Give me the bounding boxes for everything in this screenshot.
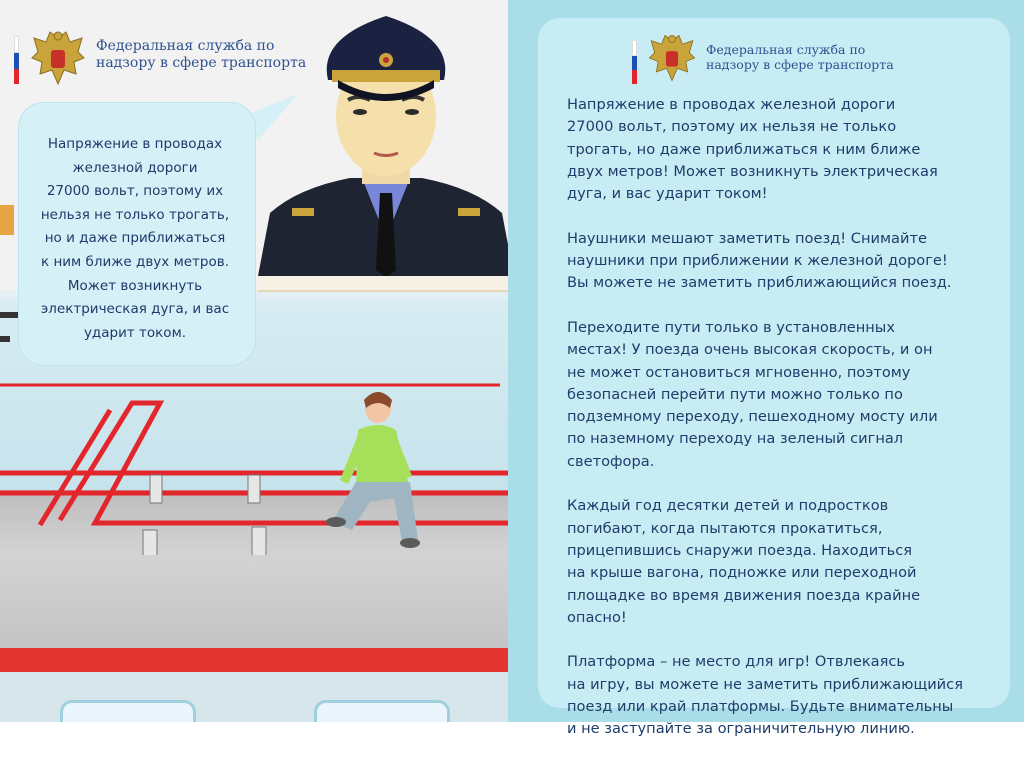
speech-line: но и даже приближаться bbox=[44, 230, 226, 247]
shoe bbox=[400, 538, 420, 548]
left-page bbox=[0, 0, 508, 722]
speech-line: нельзя не только трогать, bbox=[40, 206, 230, 223]
russian-flag-icon bbox=[632, 40, 637, 82]
pantograph-arm bbox=[60, 403, 508, 523]
safety-rules-text bbox=[567, 94, 997, 763]
speech-line: электрическая дуга, и вас bbox=[40, 301, 230, 318]
cap-band bbox=[332, 70, 440, 82]
speech-line: Может возникнуть bbox=[67, 277, 203, 294]
dark-wire bbox=[0, 312, 20, 318]
agency-name-line2: надзору в сфере транспорта bbox=[706, 57, 894, 72]
shoulder-insignia bbox=[292, 208, 314, 216]
rule-paragraph-platform: Платформа – не место для игр! Отвлекаясь на игру, вы можете не заметить приближающийся поезд или край платформы. Будьте внимательны и не заступайте за ограничительную линию. bbox=[567, 653, 963, 738]
rule-paragraph-headphones: Наушники мешают заметить поезд! Снимайте наушники при приближении к железной дороге! Вы можете не заметить приближающийся поезд. bbox=[567, 229, 952, 292]
train-window-right bbox=[314, 700, 450, 722]
insulator bbox=[150, 475, 162, 503]
red-stripe bbox=[0, 648, 508, 672]
teenager-figure bbox=[322, 390, 432, 550]
agency-name-line1: Федеральная служба по bbox=[96, 38, 275, 54]
rule-paragraph-crossing: Переходите пути только в установленных местах! У поезда очень высокая скорость, и он не может остановиться мгновенно, поэтому безопасней перейти пути можно только по подземному переходу, пешеходному мосту или по наземному переходу на зеленый сигнал светофора. bbox=[567, 318, 938, 470]
dark-wire bbox=[0, 336, 10, 342]
agency-name bbox=[96, 38, 336, 72]
eye bbox=[405, 109, 419, 115]
insulator bbox=[143, 530, 157, 555]
rule-paragraph-voltage: Напряжение в проводах железной дороги 27000 вольт, поэтому их нельзя не только трогать, но даже приближаться к ним ближе двух метров! Может возникнуть электрическая дуга, и вас ударит током! bbox=[567, 96, 938, 203]
insulator bbox=[252, 527, 266, 555]
agency-name bbox=[706, 42, 946, 72]
russian-flag-icon bbox=[14, 36, 19, 82]
speech-line: железной дороги bbox=[72, 159, 198, 176]
double-headed-eagle-emblem-icon bbox=[646, 32, 698, 84]
rule-paragraph-train-surfing: Каждый год десятки детей и подростков погибают, когда пытаются прокатиться, прицепившись снаружи поезда. Находиться на крыше вагона, подножке или переходной площадке во время движения поезда крайне опасно! bbox=[567, 497, 921, 626]
pantograph-arm bbox=[40, 410, 110, 525]
shoe bbox=[326, 517, 346, 527]
speech-line: к ним ближе двух метров. bbox=[41, 253, 229, 270]
double-headed-eagle-emblem-icon bbox=[28, 28, 88, 88]
speech-line: Напряжение в проводах bbox=[47, 136, 223, 152]
orange-bar bbox=[0, 205, 14, 235]
speech-line: 27000 вольт, поэтому их bbox=[46, 183, 224, 200]
speech-bubble-text bbox=[22, 133, 248, 345]
shoulder-insignia bbox=[458, 208, 480, 216]
jeans bbox=[332, 482, 418, 542]
eye bbox=[353, 109, 367, 115]
agency-name-line1: Федеральная служба по bbox=[706, 42, 866, 57]
agency-name-line2: надзору в сфере транспорта bbox=[96, 55, 307, 71]
insulator bbox=[248, 475, 260, 503]
train-window-left bbox=[60, 700, 196, 722]
speech-line: ударит током. bbox=[83, 324, 187, 341]
